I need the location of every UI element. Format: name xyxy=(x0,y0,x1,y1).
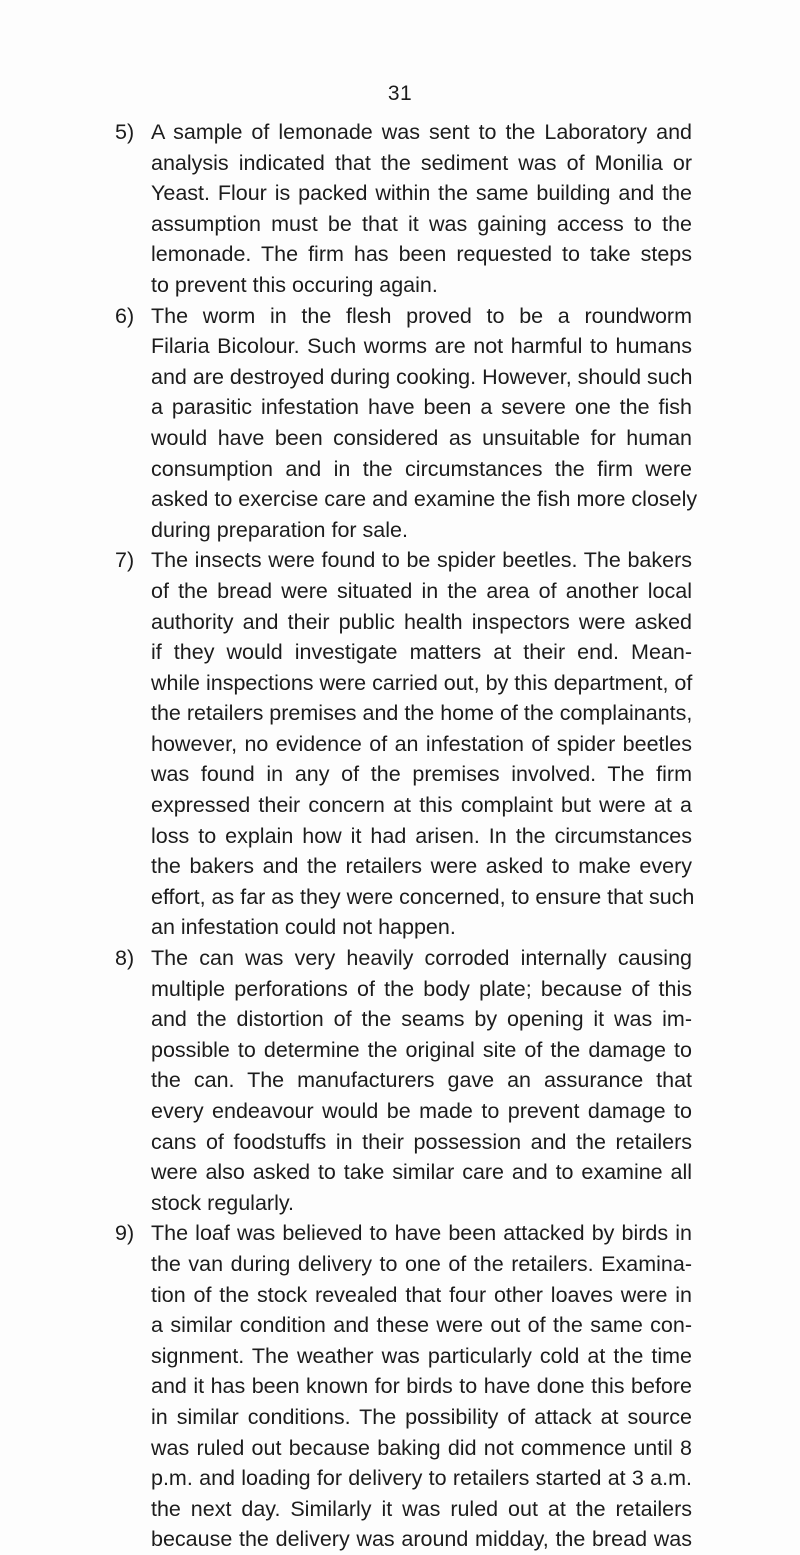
text-line: the van during delivery to one of the retailers. Examina- xyxy=(151,1251,692,1276)
text-line: effort, as far as they were concerned, to ensure that such xyxy=(151,884,695,909)
text-line: every endeavour would be made to prevent damage to xyxy=(151,1099,692,1123)
text-line: multiple perforations of the body plate; because of this xyxy=(151,976,692,1001)
page-number: 31 xyxy=(387,82,413,105)
item-number: 7) xyxy=(115,548,135,573)
text-line: were also asked to take similar care and to examine all xyxy=(151,1160,692,1185)
text-line: possible to determine the original site of the damage to xyxy=(151,1037,692,1062)
text-line: the bakers and the retailers were asked to make every xyxy=(151,854,692,879)
list-item-6 xyxy=(112,301,698,546)
text-line: in similar conditions. The possibility of attack at source xyxy=(151,1404,692,1429)
text-line: authority and their public health inspectors were asked xyxy=(151,609,692,634)
text-line: p.m. and loading for delivery to retailers started at 3 a.m. xyxy=(151,1466,692,1491)
text-line: Filaria Bicolour. Such worms are not harmful to humans xyxy=(151,334,692,359)
text-line: to prevent this occuring again. xyxy=(151,272,438,297)
text-line: would have been considered as unsuitable for human xyxy=(151,425,692,450)
text-line: a parasitic infestation have been a severe one the fish xyxy=(151,395,692,420)
text-line: The can was very heavily corroded internally causing xyxy=(151,946,692,971)
text-line: stock regularly. xyxy=(151,1190,294,1215)
text-line: was ruled out because baking did not commence until 8 xyxy=(151,1435,692,1460)
text-line: analysis indicated that the sediment was of Monilia or xyxy=(151,150,692,175)
text-line: The worm in the flesh proved to be a roundworm xyxy=(151,303,692,328)
text-line: A sample of lemonade was sent to the Laboratory and xyxy=(151,120,692,144)
text-line: however, no evidence of an infestation of spider beetles xyxy=(151,731,692,756)
text-line: a similar condition and these were out of the same con- xyxy=(151,1313,692,1338)
numbered-list xyxy=(112,117,698,1555)
text-line: was found in any of the premises involved. The firm xyxy=(151,762,692,787)
text-line: Yeast. Flour is packed within the same building and the xyxy=(151,181,692,206)
text-line: assumption must be that it was gaining access to the xyxy=(151,211,692,236)
text-line: and it has been known for birds to have done this before xyxy=(151,1374,692,1399)
text-line: loss to explain how it had arisen. In the circumstances xyxy=(151,823,692,848)
item-number: 8) xyxy=(115,946,135,971)
text-line: and the distortion of the seams by opening it was im- xyxy=(151,1007,692,1032)
text-line: The insects were found to be spider beetles. The bakers xyxy=(151,548,692,573)
text-line: the retailers premises and the home of the complainants, xyxy=(151,701,693,726)
text-line: because the delivery was around midday, the bread was xyxy=(151,1527,692,1552)
item-number: 6) xyxy=(115,303,135,328)
item-number: 9) xyxy=(115,1221,135,1246)
item-number: 5) xyxy=(115,120,135,144)
list-item-7 xyxy=(112,545,695,943)
text-line: the next day. Similarly it was ruled out at the retailers xyxy=(151,1496,692,1521)
text-line: expressed their concern at this complaint but were at a xyxy=(151,793,692,818)
text-line: an infestation could not happen. xyxy=(151,915,456,940)
text-line: tion of the stock revealed that four other loaves were in xyxy=(151,1282,692,1307)
list-item-9 xyxy=(112,1218,692,1555)
text-line: lemonade. The firm has been requested to take steps xyxy=(151,242,692,267)
text-line: of the bread were situated in the area of another local xyxy=(151,578,692,603)
text-line: cans of foodstuffs in their possession and the retailers xyxy=(151,1129,692,1154)
text-line: consumption and in the circumstances the firm were xyxy=(151,456,692,481)
text-line: during preparation for sale. xyxy=(151,517,408,542)
text-line: if they would investigate matters at their end. Mean- xyxy=(151,640,692,665)
list-item-5 xyxy=(112,117,692,301)
text-line: the can. The manufacturers gave an assurance that xyxy=(151,1068,692,1093)
text-line: while inspections were carried out, by this department, of xyxy=(151,670,693,695)
list-item-8 xyxy=(112,943,692,1218)
text-line: asked to exercise care and examine the fish more closely xyxy=(151,487,698,512)
text-line: signment. The weather was particularly cold at the time xyxy=(151,1343,692,1368)
text-line: The loaf was believed to have been attacked by birds in xyxy=(151,1221,692,1246)
text-line: and are destroyed during cooking. However, should such xyxy=(151,364,693,389)
